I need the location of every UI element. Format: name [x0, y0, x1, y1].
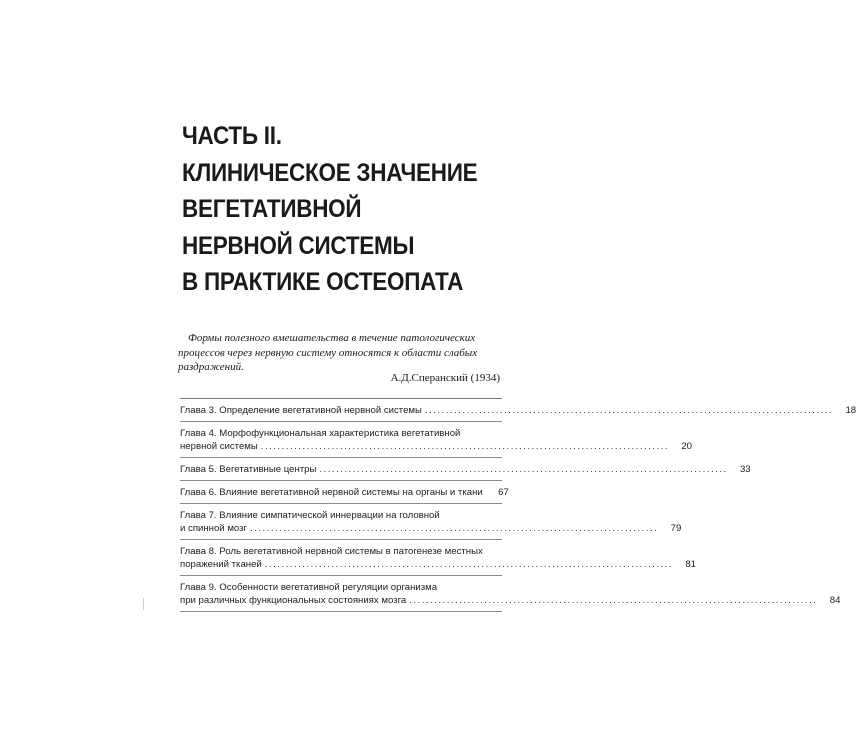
toc-item[interactable]	[180, 399, 856, 422]
toc-item-title-line1: Глава 9. Особенности вегетативной регуляции организма	[180, 582, 438, 593]
toc-page-number: 81	[685, 559, 696, 570]
toc-leader-dots: ..................................................................................................	[409, 595, 818, 606]
part-title-line: В ПРАКТИКЕ ОСТЕОПАТА	[182, 268, 464, 296]
toc-row	[180, 558, 696, 571]
toc-page-number: 33	[739, 464, 751, 475]
toc-leader-dots: ..................................................................................................	[250, 523, 659, 534]
epigraph-author: А.Д.Сперанский (1934)	[390, 372, 500, 384]
toc-item-title: поражений тканей	[180, 559, 262, 570]
toc-row	[180, 404, 856, 417]
toc-page-number: 67	[498, 487, 509, 498]
toc-item-title-line1: Глава 7. Влияние симпатической иннервации на головной	[180, 510, 440, 521]
toc-item[interactable]	[180, 458, 751, 481]
toc-item-title: Глава 6. Влияние вегетативной нервной системы на органы и ткани	[180, 487, 483, 498]
toc-leader-dots: ..................................................................................................	[260, 441, 670, 452]
toc-row	[180, 594, 841, 607]
toc-page-number: 20	[681, 441, 693, 452]
toc-item-title-line1: Глава 4. Морфофункциональная характеристика вегетативной	[180, 428, 461, 439]
toc-item-title: Глава 5. Вегетативные центры	[180, 464, 317, 475]
toc-item-title-line1: Глава 8. Роль вегетативной нервной системы в патогенезе местных	[180, 546, 483, 557]
toc-page-number: 84	[829, 595, 841, 606]
toc-page-number: 79	[670, 523, 682, 534]
toc-item[interactable]	[180, 540, 696, 576]
toc-item-title: Глава 3. Определение вегетативной нервной системы	[180, 405, 422, 416]
part-title-line: ЧАСТЬ II.	[182, 122, 282, 150]
scan-margin-mark	[143, 598, 144, 610]
toc-leader-dots: ..................................................................................................	[424, 405, 834, 416]
toc-item-title: и спинной мозг	[180, 523, 248, 534]
toc-row	[180, 486, 509, 499]
toc-row	[180, 522, 682, 535]
toc-leader-dots: ..................................................................................................	[319, 464, 728, 475]
toc-item[interactable]	[180, 504, 682, 540]
toc-item[interactable]	[180, 481, 509, 504]
part-title-line: КЛИНИЧЕСКОЕ ЗНАЧЕНИЕ	[182, 158, 478, 187]
toc-item-title: нервной системы	[180, 441, 258, 452]
toc-row	[180, 440, 693, 453]
table-of-contents	[180, 398, 856, 612]
epigraph-text: Формы полезного вмешательства в течение патологических процессов через нервную систему относятся к области слабых раздражений.	[178, 332, 478, 373]
part-title	[182, 118, 542, 301]
part-title-line: НЕРВНОЙ СИСТЕМЫ	[182, 231, 415, 260]
part-title-line: ВЕГЕТАТИВНОЙ	[182, 195, 362, 223]
toc-item-title: при различных функциональных состояниях мозга	[180, 595, 407, 606]
toc-row	[180, 463, 751, 476]
toc-item[interactable]	[180, 422, 693, 458]
toc-page-number: 18	[845, 405, 856, 416]
toc-item[interactable]	[180, 576, 841, 612]
toc-leader-dots: ..................................................................................................	[264, 559, 673, 570]
